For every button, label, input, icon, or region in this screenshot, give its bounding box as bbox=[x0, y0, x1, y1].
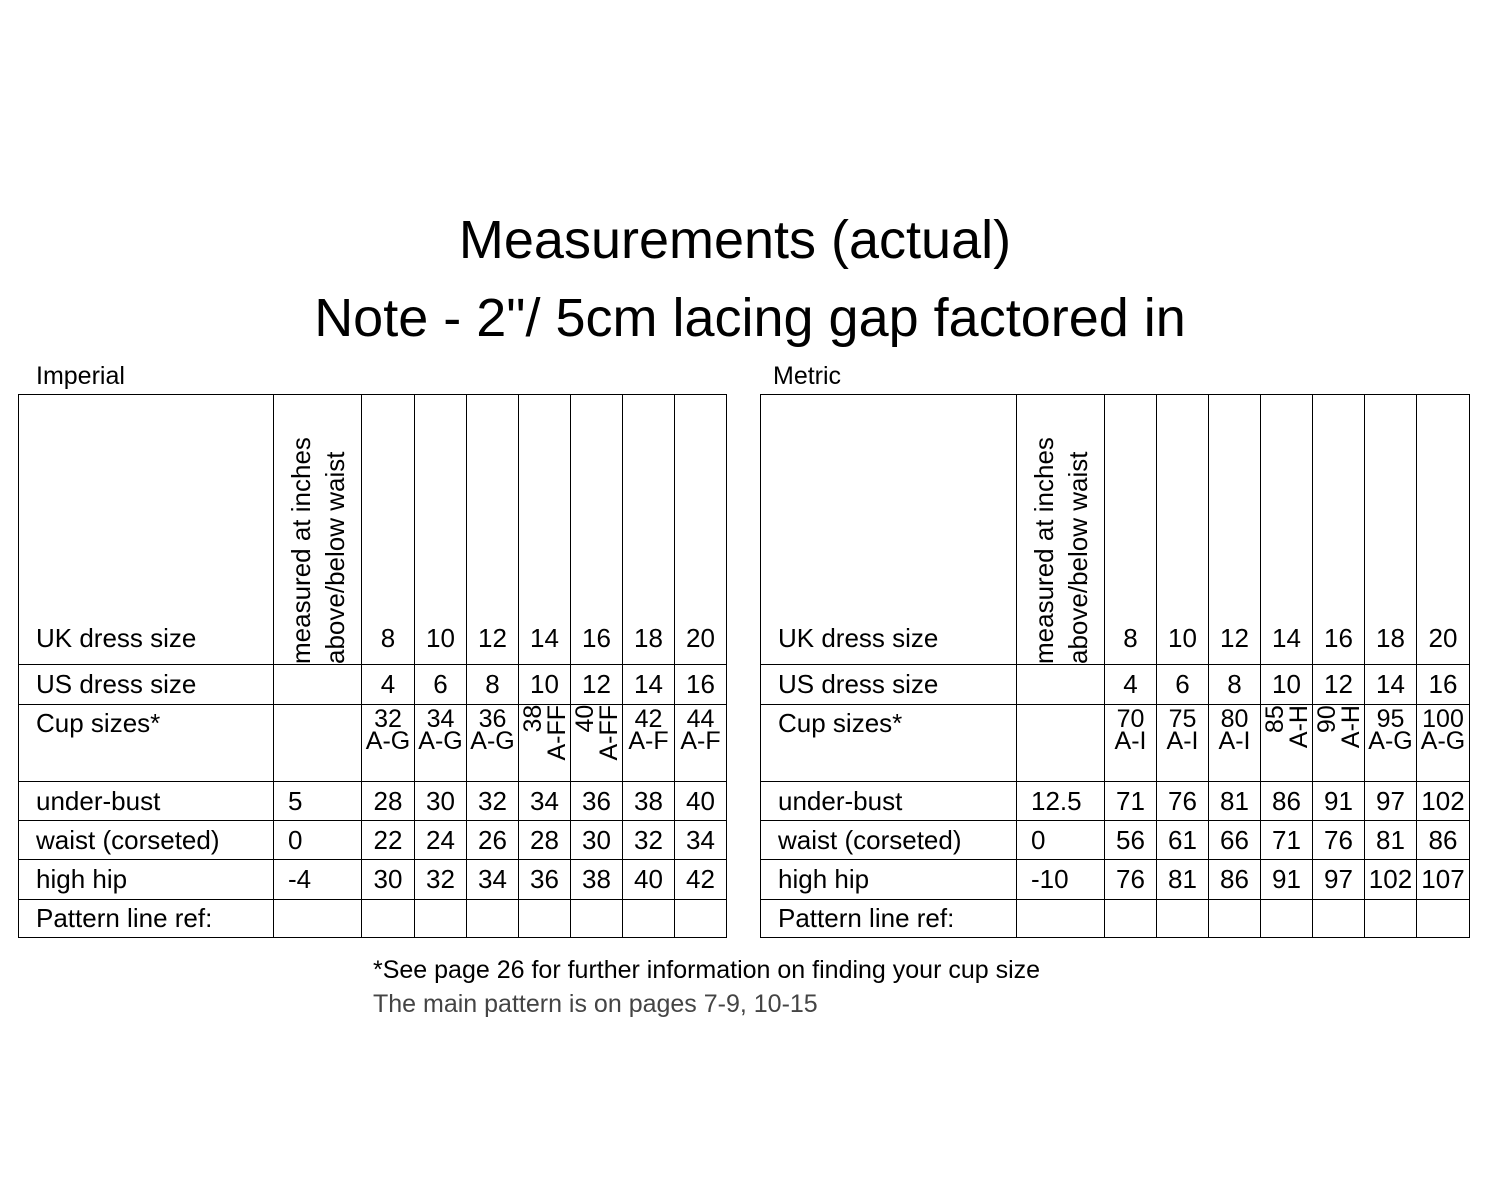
cup-range: A-I bbox=[1114, 727, 1147, 755]
cup-size-text bbox=[1157, 705, 1208, 755]
cup-size-cell bbox=[1417, 705, 1470, 782]
measured-at-underbust: 12.5 bbox=[1017, 782, 1105, 821]
pattern-swatch-cell bbox=[1313, 900, 1365, 938]
uk-size-cell: 18 bbox=[623, 395, 675, 665]
cup-range: A-F bbox=[680, 727, 721, 755]
cup-size-text bbox=[675, 705, 726, 755]
pattern-swatch-cell bbox=[1157, 900, 1209, 938]
row-label-uk: UK dress size bbox=[761, 395, 1017, 665]
waist-cell: 24 bbox=[415, 821, 467, 860]
hip-cell: 86 bbox=[1209, 860, 1261, 900]
hip-cell: 40 bbox=[623, 860, 675, 900]
cup-band: 38 bbox=[518, 705, 547, 733]
pattern-swatch-cell bbox=[623, 900, 675, 938]
pattern-swatch-cell bbox=[571, 900, 623, 938]
measured-at-empty bbox=[1017, 665, 1105, 705]
measured-at-waist: 0 bbox=[274, 821, 362, 860]
hip-row bbox=[19, 860, 727, 900]
cup-size-text bbox=[467, 705, 518, 755]
pattern-swatch-cell bbox=[1261, 900, 1313, 938]
cup-size-cell bbox=[362, 705, 415, 782]
hip-cell: 91 bbox=[1261, 860, 1313, 900]
cup-range: A-I bbox=[1166, 727, 1199, 755]
row-label-cup: Cup sizes* bbox=[19, 705, 274, 782]
cup-size-cell bbox=[1261, 705, 1313, 782]
underbust-row bbox=[19, 782, 727, 821]
cup-band: 80 bbox=[1220, 705, 1249, 733]
us-size-cell: 16 bbox=[675, 665, 727, 705]
measured-at-hip: -10 bbox=[1017, 860, 1105, 900]
cup-range: A-FF bbox=[542, 705, 571, 761]
us-size-cell: 14 bbox=[1365, 665, 1417, 705]
pattern-swatch-cell bbox=[415, 900, 467, 938]
underbust-row bbox=[761, 782, 1470, 821]
cup-size-text bbox=[570, 705, 623, 765]
cup-size-row bbox=[761, 705, 1470, 782]
hip-cell: 34 bbox=[467, 860, 519, 900]
us-size-row bbox=[19, 665, 727, 705]
cup-size-cell bbox=[467, 705, 519, 782]
waist-row bbox=[19, 821, 727, 860]
cup-range: A-FF bbox=[594, 705, 623, 761]
us-size-cell: 4 bbox=[1105, 665, 1157, 705]
hip-cell: 32 bbox=[415, 860, 467, 900]
hip-cell: 76 bbox=[1105, 860, 1157, 900]
cup-size-text bbox=[1260, 705, 1313, 752]
hip-cell: 97 bbox=[1313, 860, 1365, 900]
cup-size-cell bbox=[571, 705, 623, 782]
footnote-cut-off: The main pattern is on pages 7-9, 10-15 bbox=[373, 990, 818, 1018]
pattern-swatch-cell bbox=[519, 900, 571, 938]
measured-at-waist: 0 bbox=[1017, 821, 1105, 860]
pattern-swatch-cell bbox=[1417, 900, 1470, 938]
cup-size-text bbox=[1365, 705, 1416, 755]
hip-cell: 107 bbox=[1417, 860, 1470, 900]
hip-cell: 36 bbox=[519, 860, 571, 900]
us-size-cell: 12 bbox=[571, 665, 623, 705]
waist-cell: 76 bbox=[1313, 821, 1365, 860]
us-size-row bbox=[761, 665, 1470, 705]
uk-size-cell: 14 bbox=[519, 395, 571, 665]
cup-size-cell bbox=[519, 705, 571, 782]
uk-size-cell: 8 bbox=[362, 395, 415, 665]
row-label-pattern: Pattern line ref: bbox=[19, 900, 274, 938]
waist-cell: 71 bbox=[1261, 821, 1313, 860]
row-label-waist: waist (corseted) bbox=[19, 821, 274, 860]
page-subtitle: Note - 2"/ 5cm lacing gap factored in bbox=[314, 288, 1186, 348]
underbust-cell: 76 bbox=[1157, 782, 1209, 821]
cup-size-cell bbox=[1209, 705, 1261, 782]
cup-range: A-G bbox=[470, 727, 515, 755]
waist-cell: 34 bbox=[675, 821, 727, 860]
cup-band: 90 bbox=[1312, 705, 1341, 733]
metric-table bbox=[760, 394, 1470, 938]
waist-cell: 22 bbox=[362, 821, 415, 860]
us-size-cell: 8 bbox=[467, 665, 519, 705]
pattern-line-row bbox=[19, 900, 727, 938]
uk-size-cell: 10 bbox=[415, 395, 467, 665]
underbust-cell: 36 bbox=[571, 782, 623, 821]
uk-size-cell: 8 bbox=[1105, 395, 1157, 665]
underbust-cell: 34 bbox=[519, 782, 571, 821]
cup-range: A-G bbox=[365, 727, 411, 755]
us-size-cell: 12 bbox=[1313, 665, 1365, 705]
hip-cell: 102 bbox=[1365, 860, 1417, 900]
cup-band: 42 bbox=[634, 705, 663, 733]
cup-band: 44 bbox=[686, 705, 715, 733]
cup-size-text bbox=[1209, 705, 1260, 755]
cup-range: A-G bbox=[1420, 727, 1466, 755]
cup-range: A-G bbox=[1368, 727, 1413, 755]
cup-band: 36 bbox=[478, 705, 507, 733]
uk-size-cell: 14 bbox=[1261, 395, 1313, 665]
cup-size-cell bbox=[623, 705, 675, 782]
imperial-table bbox=[18, 394, 727, 938]
cup-size-text bbox=[362, 705, 414, 755]
measured-at-empty bbox=[1017, 705, 1105, 782]
underbust-cell: 71 bbox=[1105, 782, 1157, 821]
uk-size-cell: 12 bbox=[467, 395, 519, 665]
cup-size-text bbox=[415, 705, 466, 755]
underbust-cell: 28 bbox=[362, 782, 415, 821]
underbust-cell: 91 bbox=[1313, 782, 1365, 821]
uk-size-row bbox=[761, 395, 1470, 665]
row-label-hip: high hip bbox=[19, 860, 274, 900]
pattern-line-row bbox=[761, 900, 1470, 938]
measured-at-empty bbox=[274, 900, 362, 938]
cup-size-text bbox=[1105, 705, 1156, 755]
row-label-waist: waist (corseted) bbox=[761, 821, 1017, 860]
row-label-cup: Cup sizes* bbox=[761, 705, 1017, 782]
cup-band: 70 bbox=[1116, 705, 1145, 733]
waist-cell: 61 bbox=[1157, 821, 1209, 860]
cup-size-cell bbox=[675, 705, 727, 782]
measured-at-hip: -4 bbox=[274, 860, 362, 900]
hip-cell: 81 bbox=[1157, 860, 1209, 900]
waist-row bbox=[761, 821, 1470, 860]
underbust-cell: 97 bbox=[1365, 782, 1417, 821]
uk-size-row bbox=[19, 395, 727, 665]
underbust-cell: 30 bbox=[415, 782, 467, 821]
measured-at-empty bbox=[1017, 900, 1105, 938]
waist-cell: 81 bbox=[1365, 821, 1417, 860]
underbust-cell: 81 bbox=[1209, 782, 1261, 821]
cup-size-text bbox=[518, 705, 571, 765]
cup-size-cell bbox=[1313, 705, 1365, 782]
us-size-cell: 6 bbox=[415, 665, 467, 705]
row-label-hip: high hip bbox=[761, 860, 1017, 900]
underbust-cell: 86 bbox=[1261, 782, 1313, 821]
us-size-cell: 14 bbox=[623, 665, 675, 705]
uk-size-cell: 16 bbox=[571, 395, 623, 665]
uk-size-cell: 18 bbox=[1365, 395, 1417, 665]
cup-band: 40 bbox=[570, 705, 599, 733]
row-label-us: US dress size bbox=[19, 665, 274, 705]
measured-at-empty bbox=[274, 665, 362, 705]
cup-size-text bbox=[623, 705, 674, 755]
us-size-cell: 6 bbox=[1157, 665, 1209, 705]
measured-at-empty bbox=[274, 705, 362, 782]
waist-cell: 30 bbox=[571, 821, 623, 860]
cup-size-cell bbox=[1365, 705, 1417, 782]
cup-range: A-H bbox=[1336, 705, 1365, 749]
cup-range: A-F bbox=[628, 727, 669, 755]
uk-size-cell: 16 bbox=[1313, 395, 1365, 665]
cup-band: 85 bbox=[1260, 705, 1289, 733]
cup-band: 34 bbox=[426, 705, 455, 733]
waist-cell: 86 bbox=[1417, 821, 1470, 860]
uk-size-cell: 10 bbox=[1157, 395, 1209, 665]
cup-range: A-G bbox=[418, 727, 463, 755]
pattern-swatch-cell bbox=[1209, 900, 1261, 938]
cup-size-cell bbox=[1157, 705, 1209, 782]
measured-at-header bbox=[1017, 395, 1105, 665]
cup-size-text bbox=[1417, 705, 1469, 755]
metric-label: Metric bbox=[773, 362, 842, 390]
cup-band: 75 bbox=[1168, 705, 1197, 733]
measured-at-underbust: 5 bbox=[274, 782, 362, 821]
cup-range: A-I bbox=[1218, 727, 1251, 755]
imperial-label: Imperial bbox=[36, 362, 125, 390]
row-label-us: US dress size bbox=[761, 665, 1017, 705]
us-size-cell: 10 bbox=[519, 665, 571, 705]
us-size-cell: 10 bbox=[1261, 665, 1313, 705]
row-label-underbust: under-bust bbox=[19, 782, 274, 821]
page-title: Measurements (actual) bbox=[458, 210, 1012, 270]
hip-cell: 42 bbox=[675, 860, 727, 900]
waist-cell: 66 bbox=[1209, 821, 1261, 860]
underbust-cell: 40 bbox=[675, 782, 727, 821]
hip-row bbox=[761, 860, 1470, 900]
cup-size-text bbox=[1312, 705, 1365, 752]
us-size-cell: 4 bbox=[362, 665, 415, 705]
waist-cell: 26 bbox=[467, 821, 519, 860]
pattern-swatch-cell bbox=[675, 900, 727, 938]
pattern-swatch-cell bbox=[362, 900, 415, 938]
us-size-cell: 16 bbox=[1417, 665, 1470, 705]
underbust-cell: 32 bbox=[467, 782, 519, 821]
cup-size-row bbox=[19, 705, 727, 782]
underbust-cell: 38 bbox=[623, 782, 675, 821]
waist-cell: 32 bbox=[623, 821, 675, 860]
cup-size-cell bbox=[1105, 705, 1157, 782]
uk-size-cell: 20 bbox=[1417, 395, 1470, 665]
uk-size-cell: 20 bbox=[675, 395, 727, 665]
hip-cell: 38 bbox=[571, 860, 623, 900]
cup-band: 32 bbox=[374, 705, 402, 733]
cup-size-cell bbox=[415, 705, 467, 782]
waist-cell: 28 bbox=[519, 821, 571, 860]
pattern-swatch-cell bbox=[1105, 900, 1157, 938]
hip-cell: 30 bbox=[362, 860, 415, 900]
cup-band: 95 bbox=[1376, 705, 1405, 733]
underbust-cell: 102 bbox=[1417, 782, 1470, 821]
uk-size-cell: 12 bbox=[1209, 395, 1261, 665]
pattern-swatch-cell bbox=[1365, 900, 1417, 938]
measured-at-header-text: measured at inches above/below waist bbox=[1028, 437, 1093, 664]
row-label-pattern: Pattern line ref: bbox=[761, 900, 1017, 938]
waist-cell: 56 bbox=[1105, 821, 1157, 860]
measured-at-header bbox=[274, 395, 362, 665]
row-label-uk: UK dress size bbox=[19, 395, 274, 665]
cup-range: A-H bbox=[1284, 705, 1313, 749]
us-size-cell: 8 bbox=[1209, 665, 1261, 705]
footnote: *See page 26 for further information on finding your cup size bbox=[373, 956, 1041, 984]
cup-band: 100 bbox=[1422, 705, 1464, 733]
pattern-swatch-cell bbox=[467, 900, 519, 938]
row-label-underbust: under-bust bbox=[761, 782, 1017, 821]
measured-at-header-text: measured at inches above/below waist bbox=[285, 437, 350, 664]
